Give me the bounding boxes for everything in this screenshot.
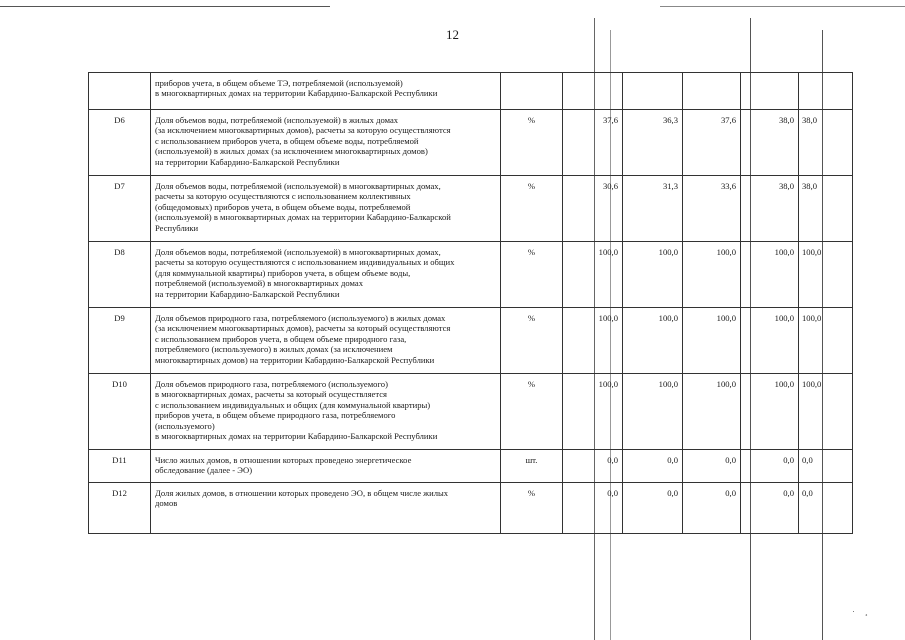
row-value-1: 37,6 <box>563 110 623 176</box>
row-code: D10 <box>89 374 151 450</box>
indicators-table <box>88 72 853 534</box>
row-value-4: 100,0 <box>741 308 799 374</box>
table-row <box>89 450 853 483</box>
row-description: Доля объемов природного газа, потребляемого (используемого) в жилых домах (за исключением многоквартирных домов), расчеты за который осуществляются с использованием приборов учета, в общем объеме природного газа, потребляемого (используемого) в жилых домах (за исключением многоквартирных домов) на территории Кабардино-Балкарской Республики <box>151 308 501 374</box>
row-value-2: 100,0 <box>623 308 683 374</box>
row-value-1: 30,6 <box>563 176 623 242</box>
row-value-4: 38,0 <box>741 110 799 176</box>
row-code <box>89 73 151 110</box>
row-description: приборов учета, в общем объеме ТЭ, потребляемой (используемой) в многоквартирных домах на территории Кабардино-Балкарской Республики <box>151 73 501 110</box>
row-value-5: 38,0 <box>799 110 853 176</box>
table-row <box>89 242 853 308</box>
row-value-5 <box>799 73 853 110</box>
scan-mark: · ¸ <box>852 606 868 616</box>
table-row <box>89 483 853 534</box>
row-value-5: 0,0 <box>799 483 853 534</box>
row-value-3: 100,0 <box>683 242 741 308</box>
row-value-4: 38,0 <box>741 176 799 242</box>
row-unit: % <box>501 242 563 308</box>
row-description: Доля жилых домов, в отношении которых проведено ЭО, в общем числе жилых домов <box>151 483 501 534</box>
row-value-5: 0,0 <box>799 450 853 483</box>
row-value-1: 100,0 <box>563 242 623 308</box>
row-value-2: 100,0 <box>623 242 683 308</box>
row-code: D6 <box>89 110 151 176</box>
row-value-3: 33,6 <box>683 176 741 242</box>
table-row <box>89 73 853 110</box>
row-value-2: 31,3 <box>623 176 683 242</box>
row-code: D8 <box>89 242 151 308</box>
row-value-2: 100,0 <box>623 374 683 450</box>
row-value-3: 37,6 <box>683 110 741 176</box>
row-value-1: 100,0 <box>563 308 623 374</box>
row-description: Доля объемов воды, потребляемой (используемой) в жилых домах (за исключением многоквартирных домов), расчеты за которую осуществляются с использованием приборов учета, в общем объеме воды, потребляемой (используемой) в жилых домах (за исключением многоквартирных домов) на территории Кабардино-Балкарской Республики <box>151 110 501 176</box>
table-row <box>89 308 853 374</box>
row-unit: % <box>501 110 563 176</box>
table-row <box>89 110 853 176</box>
row-code: D12 <box>89 483 151 534</box>
row-value-4: 100,0 <box>741 242 799 308</box>
row-value-1: 0,0 <box>563 483 623 534</box>
row-value-5: 100,0 <box>799 242 853 308</box>
row-value-1 <box>563 73 623 110</box>
page-number: 12 <box>446 27 459 42</box>
row-value-3: 100,0 <box>683 374 741 450</box>
row-value-1: 0,0 <box>563 450 623 483</box>
row-description: Доля объемов воды, потребляемой (используемой) в многоквартирных домах, расчеты за которую осуществляются с использованием индивидуальных и общих (для коммунальной квартиры) приборов учета, в общем объеме воды, потребляемой (используемой) в многоквартирных домах на территории Кабардино-Балкарской Республики <box>151 242 501 308</box>
row-description: Доля объемов природного газа, потребляемого (используемого) в многоквартирных домах, расчеты за который осуществляется с использованием индивидуальных и общих (для коммунальной квартиры) приборов учета, в общем объеме природного газа, потребляемого (используемого) в многоквартирных домах на территории Кабардино-Балкарской Республики <box>151 374 501 450</box>
row-value-3 <box>683 73 741 110</box>
row-value-5: 100,0 <box>799 374 853 450</box>
table-row <box>89 176 853 242</box>
row-value-3: 0,0 <box>683 483 741 534</box>
row-value-4 <box>741 73 799 110</box>
row-value-2 <box>623 73 683 110</box>
row-value-1: 100,0 <box>563 374 623 450</box>
row-unit: % <box>501 176 563 242</box>
row-value-5: 38,0 <box>799 176 853 242</box>
table-row <box>89 374 853 450</box>
row-unit: % <box>501 483 563 534</box>
row-value-4: 0,0 <box>741 450 799 483</box>
row-code: D9 <box>89 308 151 374</box>
row-value-3: 0,0 <box>683 450 741 483</box>
row-value-2: 0,0 <box>623 450 683 483</box>
row-unit: % <box>501 308 563 374</box>
row-unit <box>501 73 563 110</box>
top-scan-rule <box>0 6 905 7</box>
row-value-2: 36,3 <box>623 110 683 176</box>
row-description: Число жилых домов, в отношении которых проведено энергетическое обследование (далее - ЭО) <box>151 450 501 483</box>
row-code: D7 <box>89 176 151 242</box>
row-description: Доля объемов воды, потребляемой (используемой) в многоквартирных домах, расчеты за которую осуществляются с использованием коллективных (общедомовых) приборов учета, в общем объеме воды, потребляемой (используемой) в многоквартирных домах на территории Кабардино-Балкарской Республики <box>151 176 501 242</box>
row-value-2: 0,0 <box>623 483 683 534</box>
row-value-4: 0,0 <box>741 483 799 534</box>
row-value-5: 100,0 <box>799 308 853 374</box>
row-unit: % <box>501 374 563 450</box>
row-code: D11 <box>89 450 151 483</box>
row-value-3: 100,0 <box>683 308 741 374</box>
row-unit: шт. <box>501 450 563 483</box>
row-value-4: 100,0 <box>741 374 799 450</box>
